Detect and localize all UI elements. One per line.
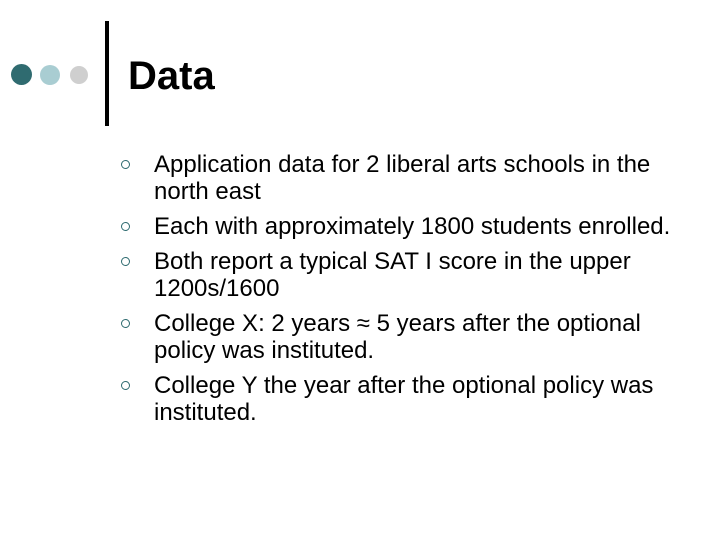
bullet-item xyxy=(121,248,691,302)
bullet-item xyxy=(121,151,691,205)
decorative-dot-dark xyxy=(11,64,32,85)
bullet-circle-icon xyxy=(121,381,130,390)
bullet-circle-icon xyxy=(121,222,130,231)
title-divider-line xyxy=(105,21,109,126)
bullet-text: Each with approximately 1800 students enrolled. xyxy=(154,213,671,240)
bullet-circle-icon xyxy=(121,257,130,266)
bullet-circle-icon xyxy=(121,160,130,169)
bullet-circle-icon xyxy=(121,319,130,328)
slide-title: Data xyxy=(128,54,215,98)
bullet-text: Application data for 2 liberal arts schools in the north east xyxy=(154,151,651,205)
bullet-text: Both report a typical SAT I score in the upper 1200s/1600 xyxy=(154,248,631,302)
bullet-item xyxy=(121,310,691,364)
bullet-item xyxy=(121,372,691,426)
bullet-item xyxy=(121,213,691,240)
bullet-text: College Y the year after the optional policy was instituted. xyxy=(154,372,654,426)
decorative-dot-light xyxy=(40,65,60,85)
decorative-dot-gray xyxy=(70,66,88,84)
bullet-text: College X: 2 years ≈ 5 years after the optional policy was instituted. xyxy=(154,310,641,364)
bullet-list xyxy=(121,151,691,434)
